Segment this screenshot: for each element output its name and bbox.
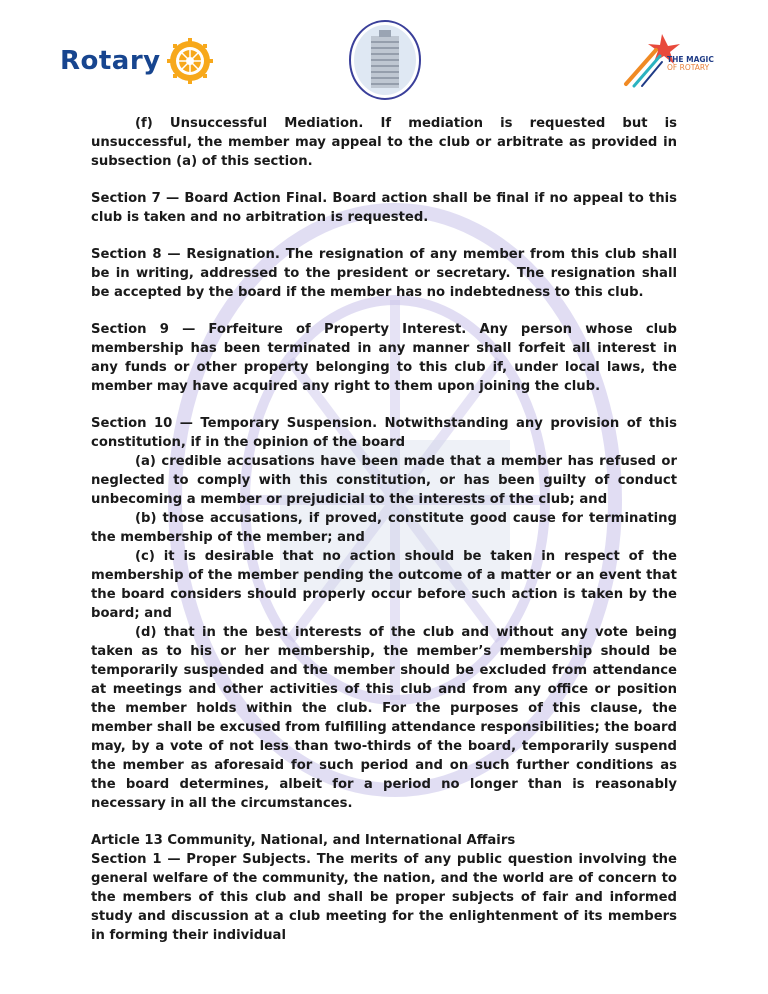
magic-of-rotary-text [667, 56, 714, 72]
article-13-heading: Article 13 Community, National, and International Affairs [91, 833, 516, 848]
document-body [91, 114, 677, 945]
paragraph-section-9: Section 9 — Forfeiture of Property Interest. Any person whose club membership has been terminated in any manner shall forfeit all interest in any funds or other property belonging to this club if, under local laws, the member may have acquired any right to them upon joining the club. [91, 322, 677, 394]
paragraph-article-13-section-1: Section 1 — Proper Subjects. The merits of any public question involving the general welfare of the community, the nation, and the world are of concern to the members of this club and shall be proper subjects of fair and informed study and discussion at a club meeting for the enlightenment of its members in forming their individual [91, 852, 677, 943]
rotary-wheel-icon [167, 38, 213, 84]
paragraph-section-10: Section 10 — Temporary Suspension. Notwithstanding any provision of this constitution, if in the opinion of the board [91, 416, 677, 450]
rotary-logo [60, 38, 213, 84]
paragraph-section-10-b: (b) those accusations, if proved, constitute good cause for terminating the membership of the member; and [91, 511, 677, 545]
paragraph-section-8: Section 8 — Resignation. The resignation of any member from this club shall be in writing, addressed to the president or secretary. The resignation shall be accepted by the board if the member has no indebtedness to this club. [91, 247, 677, 300]
paragraph-section-7: Section 7 — Board Action Final. Board action shall be final if no appeal to this club is taken and no arbitration is requested. [91, 191, 677, 225]
building-emblem [349, 20, 421, 100]
rotary-logo-text: Rotary [60, 46, 161, 76]
magic-line-1: THE MAGIC [667, 55, 714, 64]
paragraph-unsuccessful-mediation: (f) Unsuccessful Mediation. If mediation is requested but is unsuccessful, the member may appeal to the club or arbitrate as provided in subsection (a) of this section. [91, 116, 677, 169]
page-header [0, 0, 768, 110]
paragraph-section-10-c: (c) it is desirable that no action should be taken in respect of the membership of the member pending the outcome of a matter or an event that the board considers should properly occur before such action is taken by the board; and [91, 549, 677, 621]
paragraph-section-10-d: (d) that in the best interests of the club and without any vote being taken as to his or her membership, the member’s membership should be temporarily suspended and the member should be excluded from attendance at meetings and other activities of this club and from any office or position the member holds within the club. For the purposes of this clause, the member shall be excused from fulfilling attendance responsibilities; the board may, by a vote of not less than two-thirds of the board, temporarily suspend the member as aforesaid for such period and on such further conditions as the board determines, albeit for a period no longer than is reasonably necessary in all the circumstances. [91, 625, 677, 811]
magic-line-2: OF ROTARY [667, 63, 710, 72]
paragraph-section-10-a: (a) credible accusations have been made that a member has refused or neglected to comply with this constitution, or has been guilty of conduct unbecoming a member or prejudicial to the interests of the club; and [91, 454, 677, 507]
